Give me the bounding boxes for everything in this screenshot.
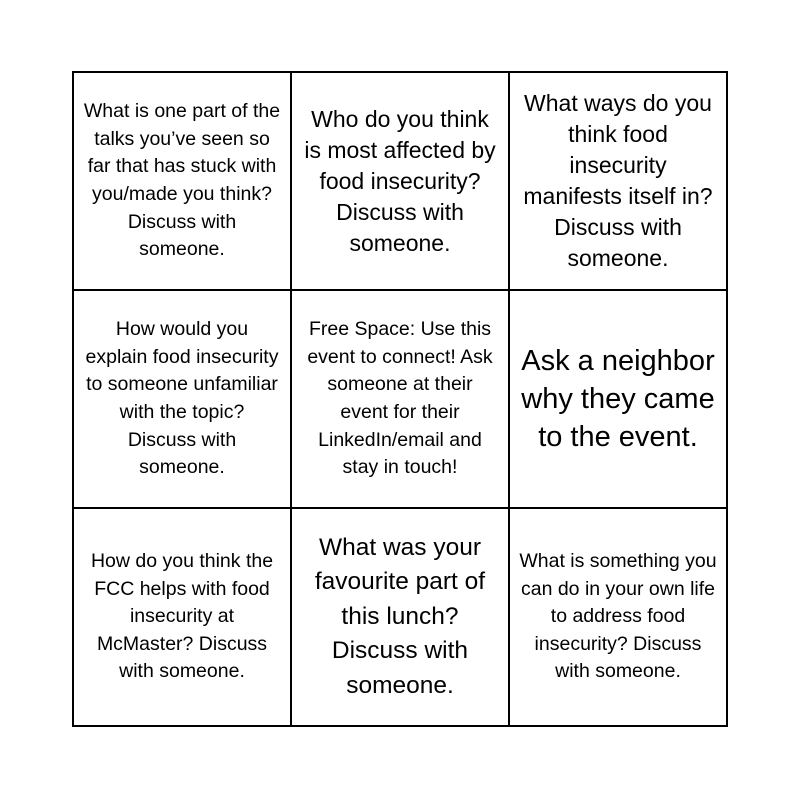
bingo-cell-text: What ways do you think food insecurity manifests itself in? Discuss with someone. [523, 90, 713, 271]
bingo-cell [74, 73, 292, 291]
bingo-cell-text: How do you think the FCC helps with food insecurity at McMaster? Discuss with someone. [90, 550, 274, 683]
bingo-cell-text: Who do you think is most affected by food insecurity? Discuss with someone. [304, 105, 496, 256]
bingo-cell [292, 73, 510, 291]
bingo-cell [74, 509, 292, 725]
bingo-cell-text: Free Space: Use this event to connect! Ask someone at their event for their LinkedIn/email and stay in touch! [307, 318, 493, 479]
bingo-cell-text: How would you explain food insecurity to someone unfamiliar with the topic? Discuss with someone. [85, 318, 279, 479]
bingo-cell [510, 291, 726, 509]
bingo-cell [292, 509, 510, 725]
bingo-cell-text: What was your favourite part of this lunch? Discuss with someone. [314, 533, 486, 699]
bingo-cell-text: Ask a neighbor why they came to the event. [521, 344, 715, 454]
free-space-cell [292, 291, 510, 509]
bingo-cell-text: What is one part of the talks you’ve seen so far that has stuck with you/made you think? Discuss with someone. [83, 100, 281, 261]
bingo-cell [510, 73, 726, 291]
bingo-cell [74, 291, 292, 509]
bingo-cell [510, 509, 726, 725]
bingo-card [72, 71, 728, 727]
bingo-cell-text: What is something you can do in your own life to address food insecurity? Discuss with someone. [519, 550, 717, 683]
